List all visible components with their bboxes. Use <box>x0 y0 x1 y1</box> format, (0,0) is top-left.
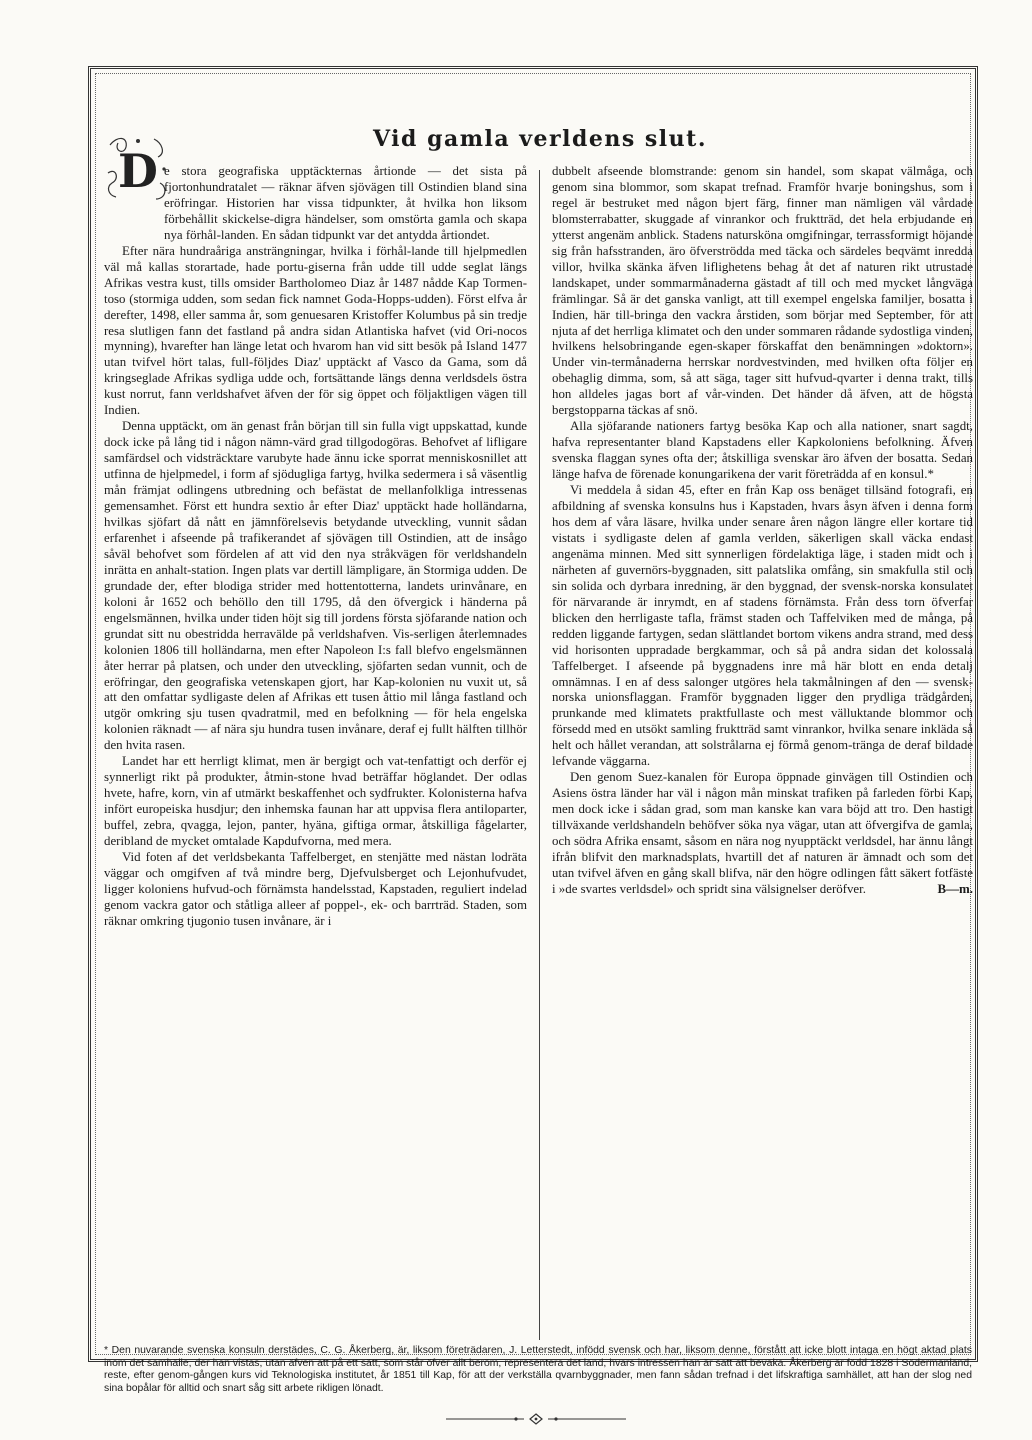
paragraph: Efter nära hundraåriga ansträngningar, hvilka i förhål-lande till hjelpmedlen väl må kallas storartade, hade portu-giserna från udde till udde seglat längs Afrikas vestra kust, tills omsider Bartholomeo Diaz år 1487 nådde Kap Tormen-toso (stormiga udden, som sedan fick namnet Goda-Hopps-udden). Först elfva år derefter, 1498, eller samma år, som genuesaren Kristoffer Kolumbus på sin tredje resa slutligen fann det fastland på andra sidan Atlantiska hafvet (vid Ori-nocos mynning), hvarefter han länge letat och hvarom han vid sitt besök på Island 1477 utan tvifvel hört talas, full-följdes Diaz' upptäckt af Vasco da Gama, som då kringseglade Afrikas sydliga udde och, fortsättande längs denna verldsdels östra kust norrut, fann verldshafvet äfven der för sig öppet och följaktligen vägen till Indien. <box>104 243 527 418</box>
paragraph: dubbelt afseende blomstrande: genom sin handel, som skapat välmåga, och genom sina blommor, som skapat trefnad. Framför hvarje boningshus, som i regel är bestruket med någon bjert färg, finner man nämligen väl vårdade blomsterrabatter, skuggade af vinrankor och fruktträd, det hela erbjudande en ytterst angenäm anblick. Stadens natursköna omgifningar, terrassformigt höjande sig från hafsstranden, äro öfverströdda med täcka och särdeles beqvämt inredda villor, hvilka skänka äfven liflighetens behag åt det af naturen rikt utrustade landskapet, under sommarmånaderna gästadt af till och med mycket långväga främlingar. Så är det ganska vanligt, att till exempel engelska familjer, bosatta i Indien, här till-bringa den vackra årstiden, som börjar med September, för att njuta af det herrliga klimatet och den under sommaren rådande sydostliga vinden, hvilkens helsobringande egen-skaper förskaffat den benämningen »doktorn». Under vin-termånaderna herrskar nordvestvinden, med hvilken ofta följer en obehaglig dimma, som, så att säga, tager sitt hufvud-qvarter i denna trakt, tills hon alldeles jagas bort af vår-vinden. Det händer då äfven, att de högsta bergstopparna täckas af snö. <box>552 164 973 418</box>
end-ornament <box>446 1410 626 1422</box>
article-title: Vid gamla verldens slut. <box>373 126 707 152</box>
footnote: * Den nuvarande svenska konsuln derstädes, C. G. Åkerberg, är, liksom företrädaren, J. Letterstedt, infödd svensk och har, liksom denne, förstått att icke blott intaga en högt aktad plats inom det samhälle, der han vistas, utan äfven att på ett sätt, som står öfver allt beröm, representera det land, hvars intressen han är satt att bevaka. Åkerberg är född 1828 i Södermanland, reste, efter genom-gången kurs vid Teknologiska institutet, år 1851 till Kap, för att der verkställa qvarnbyggnader, men fann sådan trefnad i det lifskraftiga samhället, att han der slog ned sina bopålar för alltid och snart såg sitt arbete rikligen lönadt. <box>104 1345 972 1394</box>
paragraph-with-signature <box>552 770 973 898</box>
author-signature: B—m. <box>937 881 973 896</box>
paragraph: Vi meddela å sidan 45, efter en från Kap oss benäget tillsänd fotografi, en afbildning af svenska konsulns hus i Kapstaden, hvars åsyn äfven i denna form hos dem af våra läsare, hvilka under senare åren någon längre eller kortare tid vistats i sydligaste delen af gamla verlden, säkerligen skall väcka endast angenäma minnen. Med sitt synnerligen fördelaktiga läge, i staden midt och i närheten af guvernörs-byggnaden, sitt palatslika omfång, sin smakfulla stil och sin solida och dyrbara inredning, är den byggnad, der svensk-norska konsulatet för närvarande är inrymdt, en af stadens förnämsta. Från dess torn öfverfar blicken den herrligaste tafla, främst staden och Taffelviken med de många, på redden liggande fartygen, sedan slättlandet bortom vikens andra strand, med dess vid horisonten uppradade bergkammar, och så på andra sidan det kolossala Taffelberget. I afseende på byggnadens inre må här blott en enda detalj omnämnas. I en af dess salonger utgöres hela takmålningen af den — svensk-norska unionsflaggan. Framför byggnaden ligger den prydliga trädgården, prunkande med klimatets praktfullaste och mest välluktande blommor och försedd med en utsökt samling fruktträd samt vinrankor, hvilka senare inkläda så helt och hållet verandan, att solstrålarna ej förmå genom-tränga de deraf bildade lefvande väggarna. <box>552 483 973 769</box>
paragraph: e stora geografiska upptäckternas årtionde — det sista på fjortonhundratalet — räknar äfven sjövägen till Ostindien bland sina eröfringar. Historien har vissa tidpunkter, åt hvilka hon liksom förbehållit skickelse-digra händelser, som omstörta gamla och skapa nya förhål-landen. En sådan tidpunkt var det antydda årtiondet. <box>164 164 527 242</box>
right-column <box>552 164 973 898</box>
paragraph: Denna upptäckt, om än genast från början till sin fulla vigt uppskattad, kunde dock icke på lång tid i någon nämn-värd grad tillgodogöras. Behofvet af lifligare samfärdsel och vidsträcktare varubyte hade ännu icke sporrat menniskosnillet att utfinna de hjelpmedel, i form af sjödugliga fartyg, hvilka sedermera i så väsentlig mån främjat odlingens utbredning och befästat de mellanfolkliga intressenas gemensamhet. Först ett hundra sextio år efter Diaz' upptäckt hade holländarna, hvilkas sjöfart då nått en jämnförelsevis betydande utveckling, vunnit sådan erfarenhet i afseende på trafikerandet af sjövägen till Ostindien, att de insågo såväl behofvet som fördelen af att vid den nya stråkvägen för verldshandeln inrätta en anhalt-station. Ingen plats var dertill lämpligare, än Stormiga udden. De grundade der, efter blodiga strider med hottentotterna, landets urinvånare, en koloni år 1652 och behöllo den till 1795, då den öfvergick i händerna på engelsmännen, hvilka under tiden höjt sig till jordens första sjöfarande nation och grundat sitt nu obestridda herravälde på verldshafven. Vis-serligen återlemnades kolonien 1806 till holländarna, men efter Napoleon I:s fall blefvo engelsmännen åter herrar på platsen, och under den utveckling, sjöfarten sedan vunnit, och de eröfringar, den geografiska vetenskapen gjort, har Kap-kolonien nu vuxit ut, så att den omfattar sydligaste delen af Afrikas ett tusen åttio mil långa fastland och utgör omkring sju tusen qvadratmil, med en befolkning — för hela engelska kolonien räknadt — af nära sju hundra tusen invånare, deraf ej fullt hälften tillhör den hvita rasen. <box>104 419 527 753</box>
paragraph: Alla sjöfarande nationers fartyg besöka Kap och alla nationer, snart sagdt, hafva representanter bland Kapstadens eller Kapkoloniens befolkning. Äfven svenska flaggan synes ofta der; åtskilliga svenskar äro äfven der bosatta. Sedan länge hafva de förenade konungarikena der varit företrädda af en konsul.* <box>552 419 973 482</box>
paragraph: Den genom Suez-kanalen för Europa öppnade ginvägen till Ostindien och Asiens östra länder har väl i någon mån minskat trafiken på farleden förbi Kap, men dock icke i sådan grad, som man kanske kan vara böjd att tro. Den hastigt tillväxande verldshandeln behöfver söka nya vägar, utan att öfvergifva de gamla, och södra Afrika ensamt, såsom en nära nog nyupptäckt verldsdel, har ännu långt ifrån blifvit den marknadsplats, hvartill det af naturen är ämnadt och som det utan tvifvel äfven en gång skall blifva, när den högre odlingen fått säkert fotfäste i »de svartes verldsdel» och spridt sina välsignelser deröfver. <box>552 770 973 896</box>
column-divider <box>539 170 540 1340</box>
initial-letter: D <box>118 144 158 198</box>
paragraph: Landet har ett herrligt klimat, men är bergigt och vat-tenfattigt och derför ej synnerligt rikt på produkter, åtmin-stone hvad beträffar höglandet. Der odlas hvete, hafre, korn, vin af utmärkt beskaffenhet och sydfrukter. Kolonisterna hafva infört europeiska husdjur; den inhemska faunan har att uppvisa flera antiloparter, buffel, zebra, qvagga, lejon, panter, hyäna, giftiga ormar, åtskilliga fågelarter, deribland de mycket omtalade Kapdufvorna, med mera. <box>104 754 527 849</box>
paragraph: Vid foten af det verldsbekanta Taffelberget, en stenjätte med nästan lodräta väggar och omgifven af två mindre berg, Djefvulsberget och Lejonhufvudet, ligger koloniens hufvud-och förnämsta handelsstad, Kapstaden, reguliert indelad genom vackra gator och ståtliga alleer af poppel-, ek- och barrträd. Staden, som räknar omkring tjugonio tusen invånare, är i <box>104 849 527 928</box>
left-column <box>104 164 527 930</box>
